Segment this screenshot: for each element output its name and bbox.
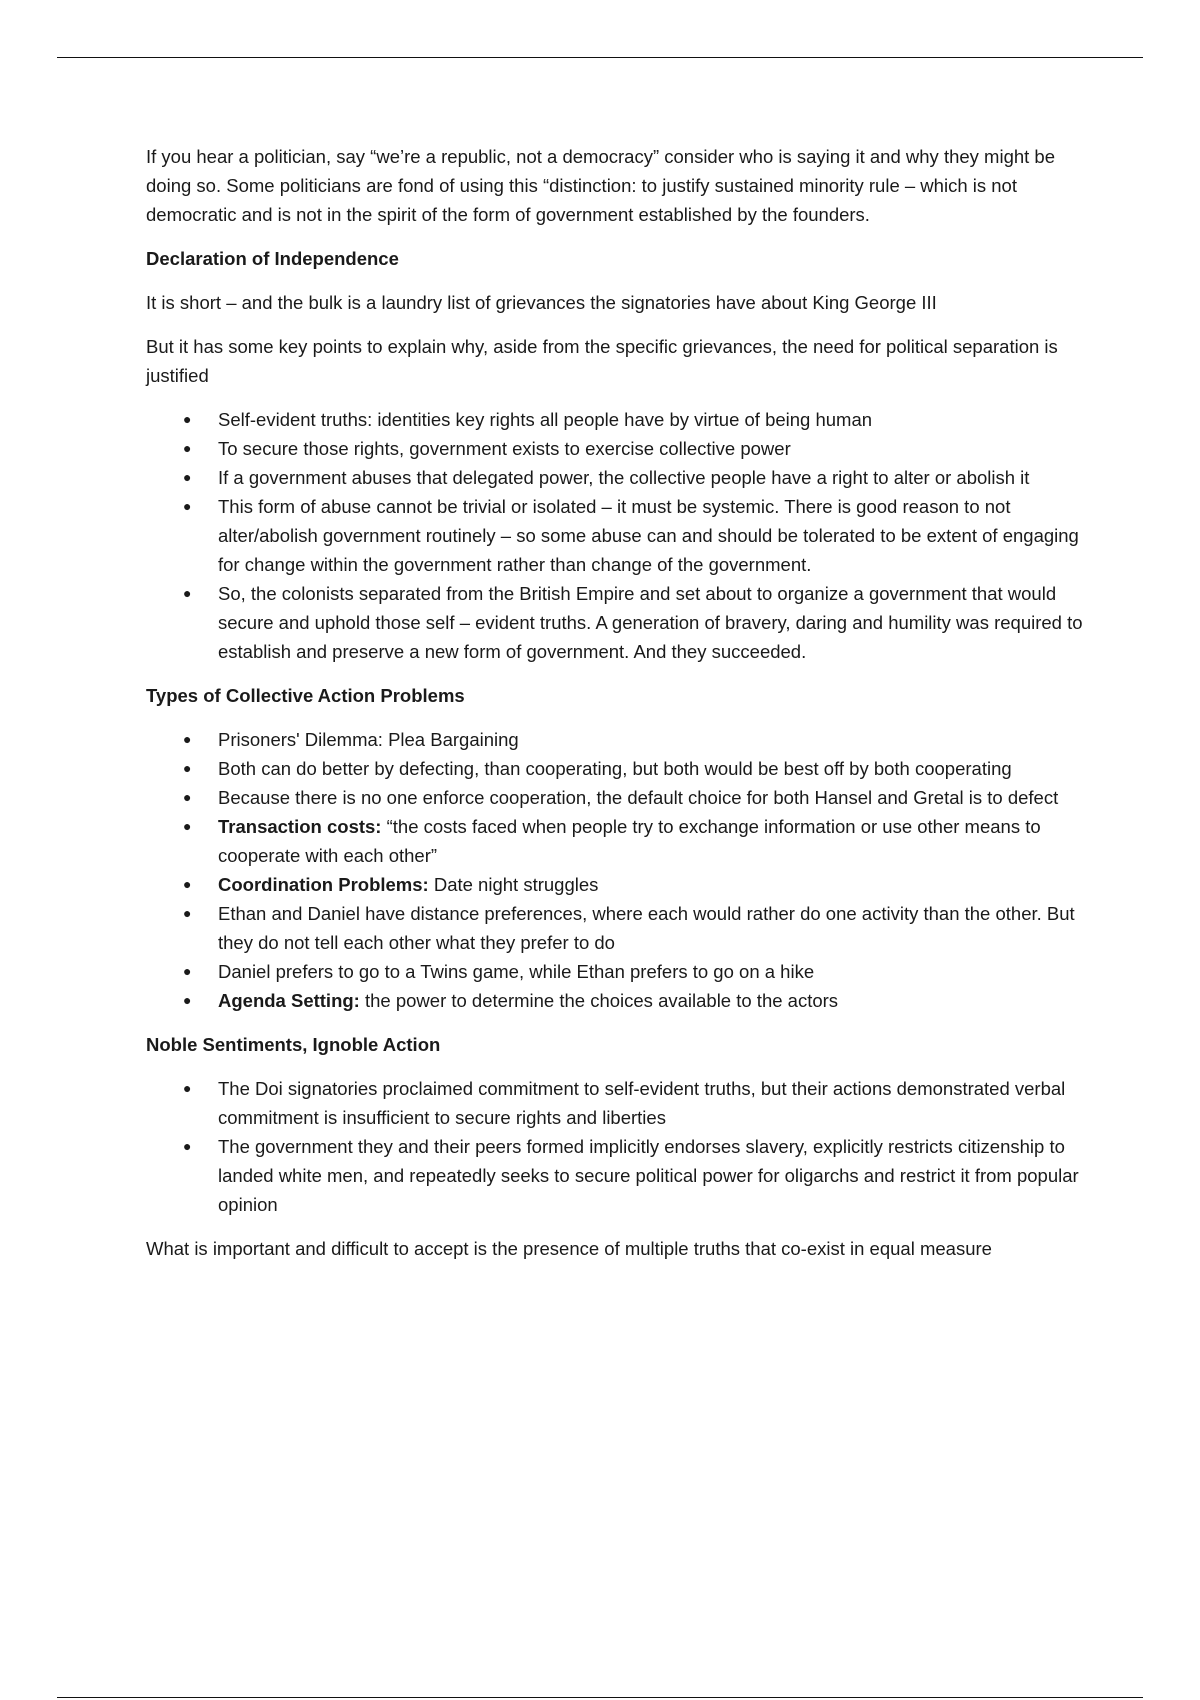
- declaration-heading: Declaration of Independence: [146, 248, 399, 269]
- top-rule: [57, 57, 1143, 58]
- bullet-icon: ●: [183, 963, 192, 979]
- bullet-icon: ●: [183, 992, 192, 1008]
- bullet-icon: ●: [183, 411, 192, 427]
- list-item: ● The government they and their peers formed implicitly endorses slavery, explicitly restricts citizenship to landed white men, and repeatedly seeks to secure political power for oligarchs and restrict it from popular opinion: [146, 1132, 1096, 1219]
- bullet-icon: ●: [183, 498, 192, 514]
- bullet-icon: ●: [183, 469, 192, 485]
- list-item: ● Ethan and Daniel have distance preferences, where each would rather do one activity than the other. But they do not tell each other what they prefer to do: [146, 899, 1096, 957]
- bullet-icon: ●: [183, 760, 192, 776]
- list-item: ● Transaction costs: “the costs faced when people try to exchange information or use other means to cooperate with each other”: [146, 812, 1096, 870]
- bullet-icon: ●: [183, 440, 192, 456]
- noble-list: [146, 1074, 1096, 1219]
- document-body: [146, 142, 1096, 1278]
- bottom-rule: [57, 1697, 1143, 1698]
- list-item: ● Self-evident truths: identities key rights all people have by virtue of being human: [146, 405, 1096, 434]
- bullet-icon: ●: [183, 818, 192, 834]
- bullet-icon: ●: [183, 1138, 192, 1154]
- bullet-icon: ●: [183, 585, 192, 601]
- term-agenda-setting: Agenda Setting:: [218, 990, 360, 1011]
- bullet-icon: ●: [183, 1080, 192, 1096]
- list-item: ● Coordination Problems: Date night struggles: [146, 870, 1096, 899]
- bullet-icon: ●: [183, 905, 192, 921]
- bullet-icon: ●: [183, 876, 192, 892]
- collective-heading: Types of Collective Action Problems: [146, 685, 465, 706]
- term-coordination-problems: Coordination Problems:: [218, 874, 429, 895]
- bullet-icon: ●: [183, 789, 192, 805]
- intro-paragraph: If you hear a politician, say “we’re a republic, not a democracy” consider who is saying it and why they might be doing so. Some politicians are fond of using this “distinction: to justify sustained minority rule – which is not democratic and is not in the spirit of the form of government established by the founders.: [146, 146, 1056, 225]
- list-item: ● This form of abuse cannot be trivial or isolated – it must be systemic. There is good reason to not alter/abolish government routinely – so some abuse can and should be tolerated to be extent of engaging for change within the government rather than change of the government.: [146, 492, 1096, 579]
- term-transaction-costs: Transaction costs:: [218, 816, 382, 837]
- collective-list: [146, 725, 1096, 1015]
- bullet-icon: ●: [183, 731, 192, 747]
- declaration-list: [146, 405, 1096, 666]
- list-item: ● The Doi signatories proclaimed commitment to self-evident truths, but their actions demonstrated verbal commitment is insufficient to secure rights and liberties: [146, 1074, 1096, 1132]
- declaration-paragraph-1: It is short – and the bulk is a laundry list of grievances the signatories have about King George III: [146, 292, 937, 313]
- declaration-paragraph-2: But it has some key points to explain why, aside from the specific grievances, the need for political separation is justified: [146, 336, 1058, 386]
- list-item: ● Both can do better by defecting, than cooperating, but both would be best off by both cooperating: [146, 754, 1096, 783]
- closing-paragraph: What is important and difficult to accept is the presence of multiple truths that co-exist in equal measure: [146, 1238, 992, 1259]
- noble-heading: Noble Sentiments, Ignoble Action: [146, 1034, 441, 1055]
- list-item: ● So, the colonists separated from the British Empire and set about to organize a government that would secure and uphold those self – evident truths. A generation of bravery, daring and humility was required to establish and preserve a new form of government. And they succeeded.: [146, 579, 1096, 666]
- list-item: ● Agenda Setting: the power to determine the choices available to the actors: [146, 986, 1096, 1015]
- list-item: ● Daniel prefers to go to a Twins game, while Ethan prefers to go on a hike: [146, 957, 1096, 986]
- list-item: ● To secure those rights, government exists to exercise collective power: [146, 434, 1096, 463]
- list-item: ● If a government abuses that delegated power, the collective people have a right to alter or abolish it: [146, 463, 1096, 492]
- list-item: ● Prisoners' Dilemma: Plea Bargaining: [146, 725, 1096, 754]
- list-item: ● Because there is no one enforce cooperation, the default choice for both Hansel and Gretal is to defect: [146, 783, 1096, 812]
